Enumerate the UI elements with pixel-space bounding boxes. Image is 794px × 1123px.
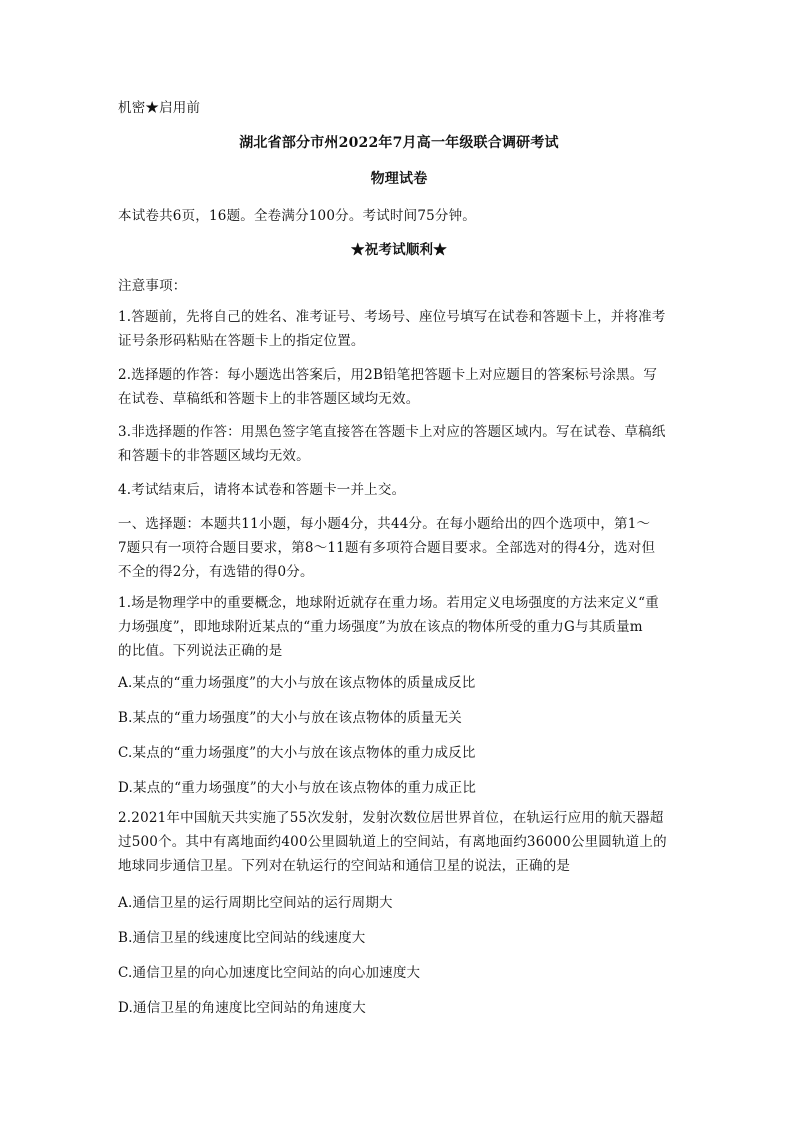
- question-2-option-c: C.通信卫星的向心加速度比空间站的向心加速度大: [118, 965, 421, 981]
- exam-info: 本试卷共6页，16题。全卷满分100分。考试时间75分钟。: [118, 208, 477, 224]
- question-2-option-d: D.通信卫星的角速度比空间站的角速度大: [118, 1000, 366, 1016]
- question-2-stem-line-3: 地球同步通信卫星。下列对在轨运行的空间站和通信卫星的说法，正确的是: [118, 858, 571, 874]
- note-item-3-line-1: 3.非选择题的作答：用黑色签字笔直接答在答题卡上对应的答题区域内。写在试卷、草稿纸: [118, 424, 666, 440]
- question-2-stem: [118, 806, 680, 878]
- note-item-4: [118, 478, 680, 502]
- note-item-1-line-2: 证号条形码粘贴在答题卡上的指定位置。: [118, 333, 365, 349]
- subject-title: 物理试卷: [370, 171, 428, 187]
- section-1-instructions: [118, 512, 680, 584]
- section-1-line-2: 7题只有一项符合题目要求，第8～11题有多项符合题目要求。全部选对的得4分，选对但: [118, 540, 656, 556]
- note-item-3: [118, 420, 680, 468]
- section-1-line-3: 不全的得2分，有选错的得0分。: [118, 564, 314, 580]
- confidential-label: 机密★启用前: [118, 100, 201, 116]
- question-2-stem-line-2: 过500个。其中有离地面约400公里圆轨道上的空间站，有离地面约36000公里圆轨道上的: [118, 834, 667, 850]
- note-item-1: [118, 305, 680, 353]
- question-2-option-b: B.通信卫星的线速度比空间站的线速度大: [118, 930, 366, 946]
- exam-title: 湖北省部分市州2022年7月高一年级联合调研考试: [239, 135, 559, 151]
- note-item-2: [118, 363, 680, 411]
- question-1-option-c: C.某点的“重力场强度”的大小与放在该点物体的重力成反比: [118, 745, 476, 761]
- note-item-1-line-1: 1.答题前，先将自己的姓名、准考证号、考场号、座位号填写在试卷和答题卡上，并将准考: [118, 309, 666, 325]
- note-item-2-line-2: 在试卷、草稿纸和答题卡上的非答题区域均无效。: [118, 391, 420, 407]
- question-1-stem-line-1: 1.场是物理学中的重要概念，地球附近就存在重力场。若用定义电场强度的方法来定义“重: [118, 595, 659, 611]
- question-1-stem: [118, 591, 680, 663]
- note-item-2-line-1: 2.选择题的作答：每小题选出答案后，用2B铅笔把答题卡上对应题目的答案标号涂黑。写: [118, 367, 658, 383]
- question-2-stem-line-1: 2.2021年中国航天共实施了55次发射，发射次数位居世界首位，在轨运行应用的航天器超: [118, 810, 664, 826]
- note-item-4-line-1: 4.考试结束后，请将本试卷和答题卡一并上交。: [118, 482, 406, 498]
- note-item-3-line-2: 和答题卡的非答题区域均无效。: [118, 448, 310, 464]
- good-luck-wish: ★祝考试顺利★: [351, 242, 447, 258]
- question-1-stem-line-2: 力场强度”，即地球附近某点的“重力场强度”为放在该点的物体所受的重力G与其质量m: [118, 619, 643, 635]
- section-1-line-1: 一、选择题：本题共11小题，每小题4分，共44分。在每小题给出的四个选项中，第1～: [118, 516, 651, 532]
- question-1-option-a: A.某点的“重力场强度”的大小与放在该点物体的质量成反比: [118, 675, 476, 691]
- question-1-option-d: D.某点的“重力场强度”的大小与放在该点物体的重力成正比: [118, 780, 477, 796]
- question-1-stem-line-3: 的比值。下列说法正确的是: [118, 643, 283, 659]
- question-2-option-a: A.通信卫星的运行周期比空间站的运行周期大: [118, 895, 393, 911]
- question-1-option-b: B.某点的“重力场强度”的大小与放在该点物体的质量无关: [118, 710, 462, 726]
- notes-heading: 注意事项：: [118, 278, 187, 294]
